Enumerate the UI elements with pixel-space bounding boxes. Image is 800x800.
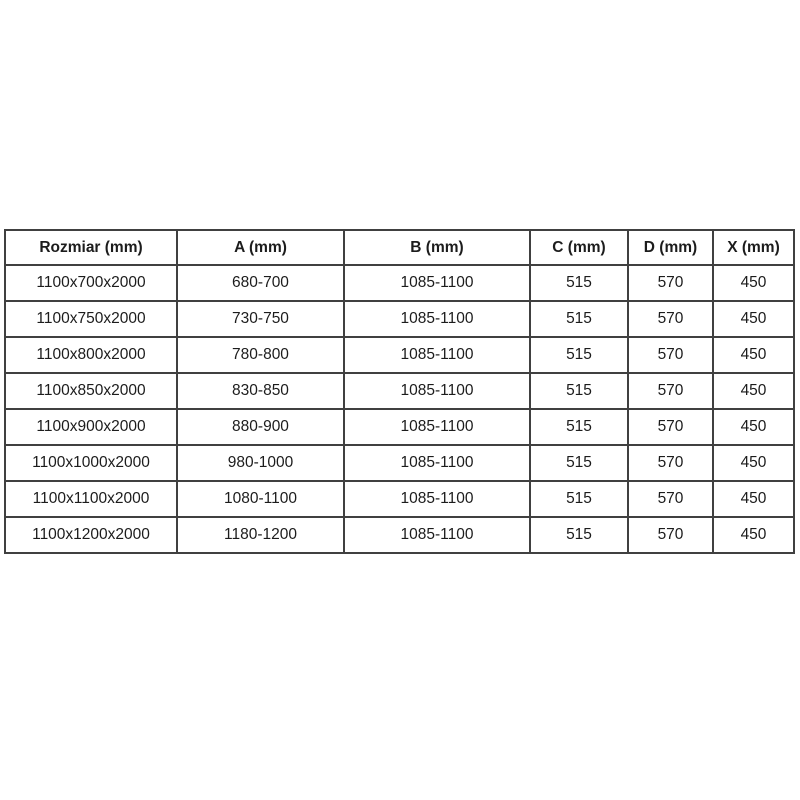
table-cell-b: 1085-1100	[344, 265, 530, 301]
table-cell-d: 570	[628, 481, 713, 517]
table-cell-a: 780-800	[177, 337, 344, 373]
table-cell-x: 450	[713, 445, 794, 481]
table-cell-x: 450	[713, 301, 794, 337]
table-cell-d: 570	[628, 301, 713, 337]
table-cell-rozmiar: 1100x1200x2000	[5, 517, 177, 553]
column-header-rozmiar: Rozmiar (mm)	[5, 230, 177, 265]
table-cell-c: 515	[530, 373, 628, 409]
table-cell-b: 1085-1100	[344, 481, 530, 517]
table-cell-b: 1085-1100	[344, 373, 530, 409]
table-cell-c: 515	[530, 337, 628, 373]
table-row	[5, 373, 794, 409]
table-cell-x: 450	[713, 409, 794, 445]
table-cell-d: 570	[628, 409, 713, 445]
table-row	[5, 409, 794, 445]
table-cell-d: 570	[628, 265, 713, 301]
table-row	[5, 445, 794, 481]
table-cell-c: 515	[530, 445, 628, 481]
table-cell-a: 1180-1200	[177, 517, 344, 553]
column-header-b: B (mm)	[344, 230, 530, 265]
table-cell-c: 515	[530, 301, 628, 337]
table-cell-d: 570	[628, 517, 713, 553]
table-row	[5, 517, 794, 553]
table-cell-rozmiar: 1100x1000x2000	[5, 445, 177, 481]
table-cell-x: 450	[713, 337, 794, 373]
table-cell-b: 1085-1100	[344, 409, 530, 445]
size-spec-table	[4, 229, 795, 554]
table-cell-c: 515	[530, 481, 628, 517]
table-cell-d: 570	[628, 337, 713, 373]
column-header-c: C (mm)	[530, 230, 628, 265]
table-cell-c: 515	[530, 409, 628, 445]
table-cell-rozmiar: 1100x900x2000	[5, 409, 177, 445]
table-cell-c: 515	[530, 517, 628, 553]
table-cell-d: 570	[628, 373, 713, 409]
table-cell-x: 450	[713, 373, 794, 409]
table-row	[5, 265, 794, 301]
table-cell-x: 450	[713, 481, 794, 517]
header-row	[5, 230, 794, 265]
table-cell-b: 1085-1100	[344, 301, 530, 337]
size-spec-table-container	[4, 229, 793, 554]
column-header-a: A (mm)	[177, 230, 344, 265]
table-cell-a: 880-900	[177, 409, 344, 445]
table-cell-b: 1085-1100	[344, 337, 530, 373]
table-cell-x: 450	[713, 265, 794, 301]
table-cell-b: 1085-1100	[344, 445, 530, 481]
column-header-d: D (mm)	[628, 230, 713, 265]
column-header-x: X (mm)	[713, 230, 794, 265]
table-cell-a: 730-750	[177, 301, 344, 337]
table-cell-rozmiar: 1100x700x2000	[5, 265, 177, 301]
table-cell-x: 450	[713, 517, 794, 553]
table-cell-a: 680-700	[177, 265, 344, 301]
table-cell-rozmiar: 1100x800x2000	[5, 337, 177, 373]
table-cell-d: 570	[628, 445, 713, 481]
table-cell-rozmiar: 1100x1100x2000	[5, 481, 177, 517]
table-row	[5, 337, 794, 373]
table-cell-rozmiar: 1100x750x2000	[5, 301, 177, 337]
table-cell-c: 515	[530, 265, 628, 301]
table-row	[5, 301, 794, 337]
table-cell-b: 1085-1100	[344, 517, 530, 553]
table-cell-rozmiar: 1100x850x2000	[5, 373, 177, 409]
table-cell-a: 830-850	[177, 373, 344, 409]
table-cell-a: 1080-1100	[177, 481, 344, 517]
table-row	[5, 481, 794, 517]
table-cell-a: 980-1000	[177, 445, 344, 481]
